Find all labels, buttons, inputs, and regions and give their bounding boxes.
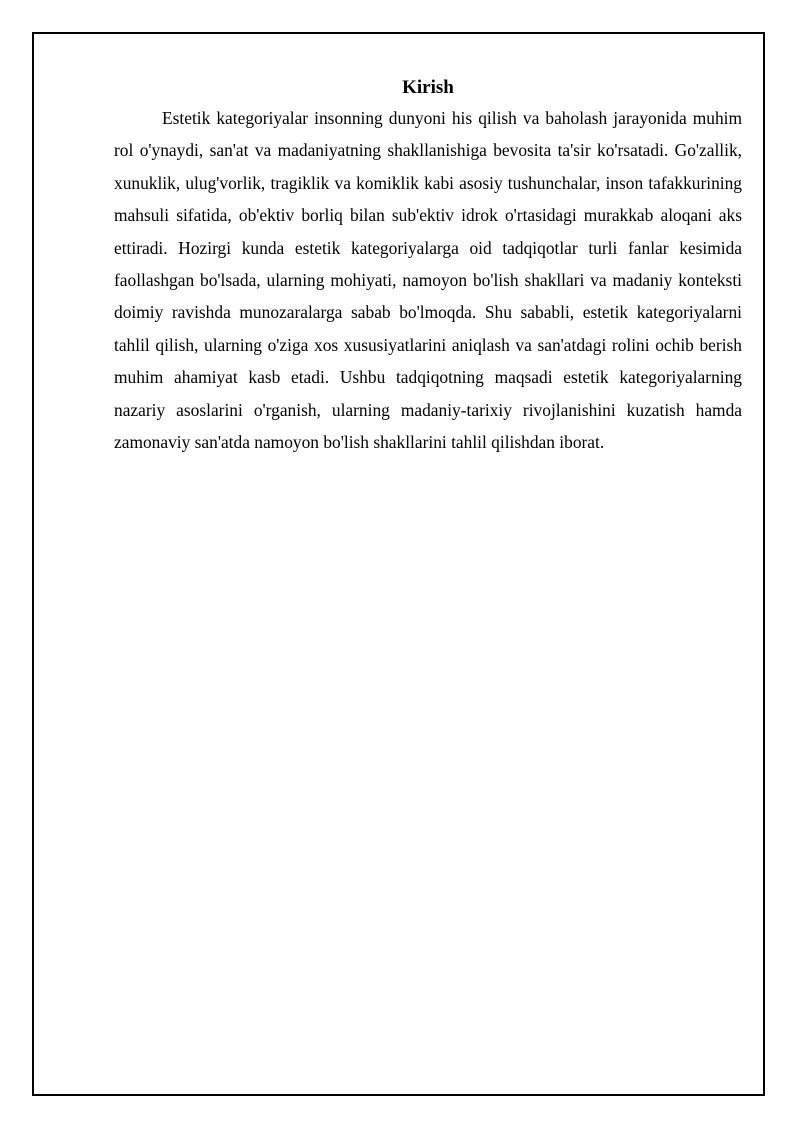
document-body xyxy=(114,74,742,458)
intro-paragraph: Estetik kategoriyalar insonning dunyoni his qilish va baholash jarayonida muhim rol o'ynaydi, san'at va madaniyatning shakllanishiga bevosita ta'sir ko'rsatadi. Go'zallik, xunuklik, ulug'vorlik, tragiklik va komiklik kabi asosiy tushunchalar, inson tafakkurining mahsuli sifatida, ob'ektiv borliq bilan sub'ektiv idrok o'rtasidagi murakkab aloqani aks ettiradi. Hozirgi kunda estetik kategoriyalarga oid tadqiqotlar turli fanlar kesimida faollashgan bo'lsada, ularning mohiyati, namoyon bo'lish shakllari va madaniy konteksti doimiy ravishda munozaralarga sabab bo'lmoqda. Shu sababli, estetik kategoriyalarni tahlil qilish, ularning o'ziga xos xususiyatlarini aniqlash va san'atdagi rolini ochib berish muhim ahamiyat kasb etadi. Ushbu tadqiqotning maqsadi estetik kategoriyalarning nazariy asoslarini o'rganish, ularning madaniy-tarixiy rivojlanishini kuzatish hamda zamonaviy san'atda namoyon bo'lish shakllarini tahlil qilishdan iborat. xyxy=(114,108,742,453)
section-title: Kirish xyxy=(402,77,454,98)
